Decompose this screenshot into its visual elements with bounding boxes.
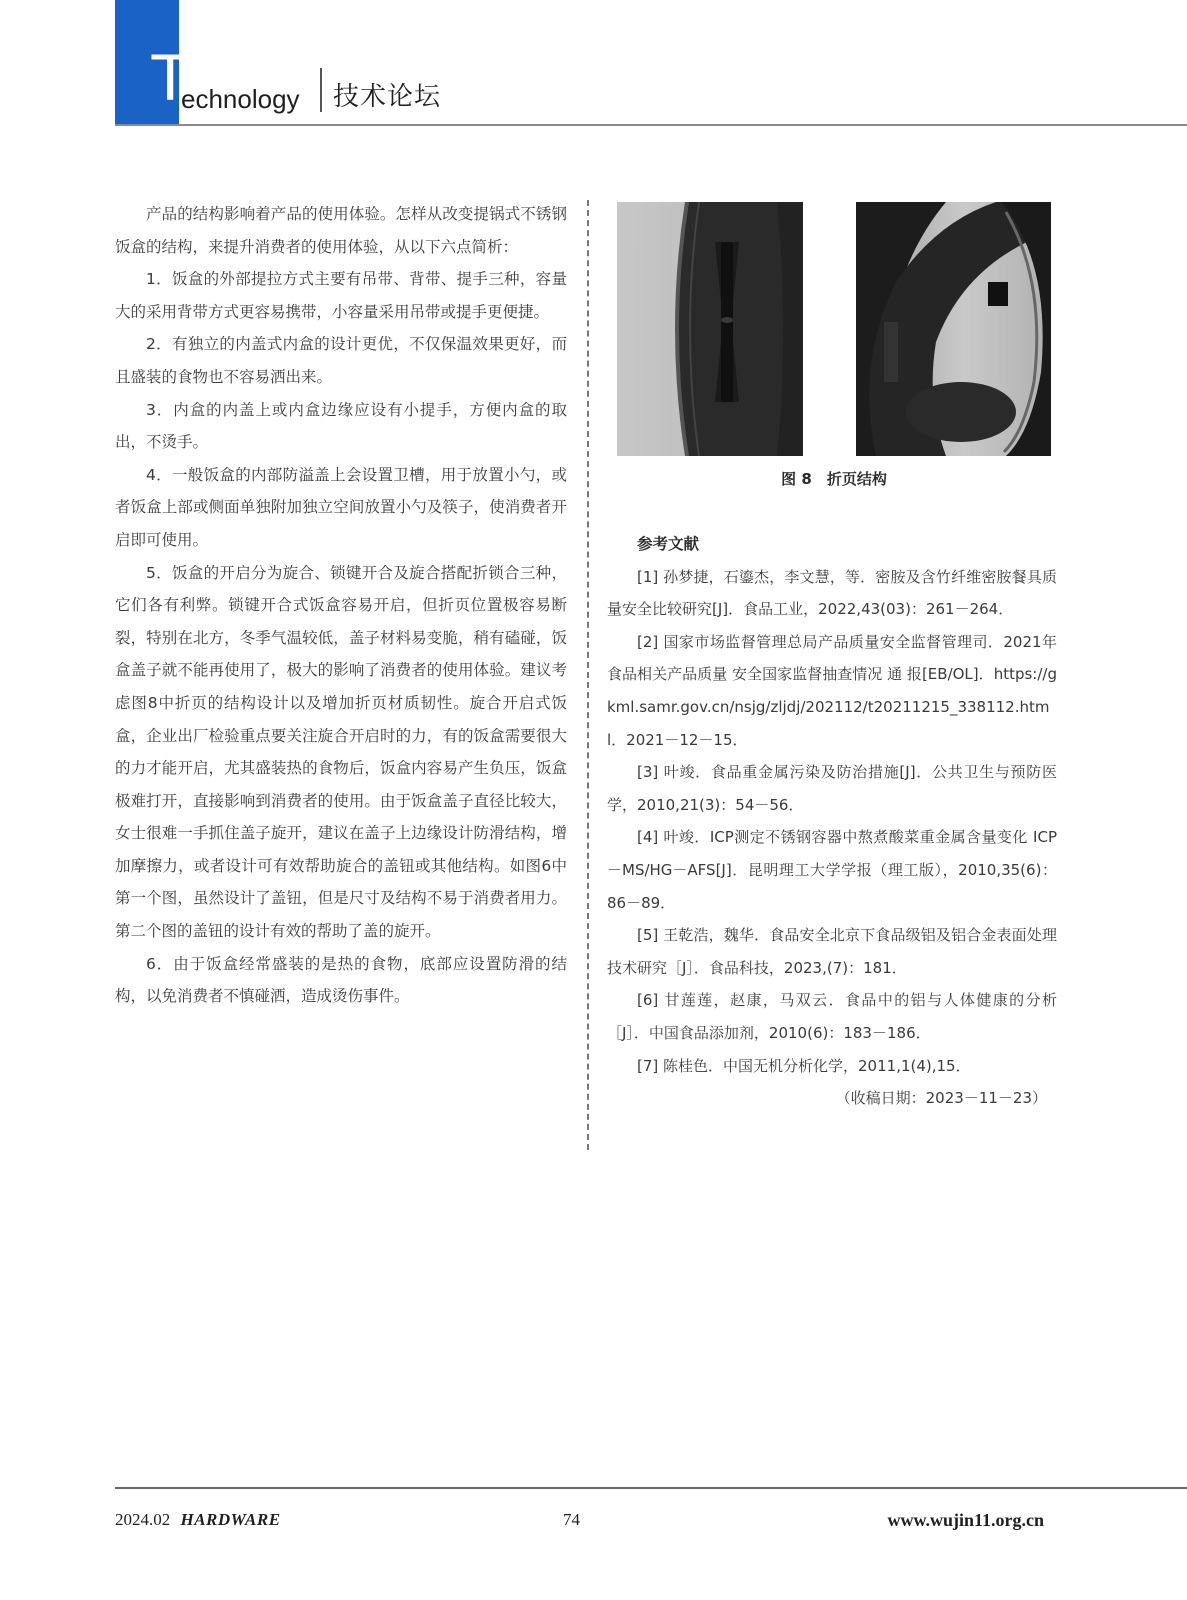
reference-item: [4] 叶竣．ICP测定不锈钢容器中熬煮酸菜重金属含量变化 ICP－MS/HG－AFS[J]．昆明理工大学学报（理工版），2010,35(6)：86－89． [607,828,1057,912]
hinge-photo-open [856,202,1051,456]
reference-item: [3] 叶竣．食品重金属污染及防治措施[J]．公共卫生与预防医学，2010,21(3)：54－56． [607,763,1057,814]
received-date: （收稿日期：2023－11－23） [835,1089,1047,1108]
references-section [607,528,1057,1115]
reference-item: [6] 甘莲莲，赵康，马双云．食品中的铝与人体健康的分析［J］．中国食品添加剂，2010(6)：183－186． [607,991,1057,1042]
body-paragraph: 4．一般饭盒的内部防溢盖上会设置卫槽，用于放置小勺，或者饭盒上部或侧面单独附加独立空间放置小勺及筷子，使消费者开启即可使用。 [115,465,567,549]
header-separator [320,68,322,112]
body-paragraph: 2．有独立的内盖式内盒的设计更优，不仅保温效果更好，而且盛装的食物也不容易洒出来。 [115,335,567,386]
body-paragraph: 6．由于饭盒经常盛装的是热的食物，底部应设置防滑的结构，以免消费者不慎碰洒，造成烫伤事件。 [115,954,567,1006]
references-title: 参考文献 [637,535,700,553]
reference-item: [5] 王乾浩，魏华．食品安全北京下食品级铝及铝合金表面处理技术研究［J］．食品科技，2023,(7)：181． [607,926,1057,977]
figure-8 [617,202,1051,456]
header-initial: T [150,40,191,114]
figure-caption: 图 8 折页结构 [781,470,887,488]
footer-issue-date: 2024.02 [115,1510,171,1529]
hinge-photo-closed [617,202,803,456]
header-section-cn: 技术论坛 [333,82,442,112]
footer-issue [115,1510,281,1530]
footer-website: www.wujin11.org.cn [887,1510,1044,1530]
footer-rule [115,1487,1187,1489]
body-column-left [115,198,567,1013]
header-section-en: echnology [181,84,300,114]
column-divider [587,200,589,1150]
body-paragraph: 1．饭盒的外部提拉方式主要有吊带、背带、提手三种，容量大的采用背带方式更容易携带，小容量采用吊带或提手更便捷。 [115,270,567,321]
reference-item: [1] 孙梦捷，石鎏杰，李文慧，等．密胺及含竹纤维密胺餐具质量安全比较研究[J]．食品工业，2022,43(03)：261－264． [607,567,1057,619]
page-number: 74 [563,1510,580,1529]
footer-magazine-name: HARDWARE [180,1510,281,1529]
body-paragraph: 5．饭盒的开启分为旋合、锁键开合及旋合搭配折锁合三种，它们各有利弊。锁键开合式饭盒容易开启，但折页位置极容易断裂，特别在北方，冬季气温较低，盖子材料易变脆，稍有磕碰，饭盒盖子就不能再使用了，极大的影响了消费者的使用体验。建议考虑图8中折页的结构设计以及增加折页材质韧性。旋合开启式饭盒，企业出厂检验重点要关注旋合开启时的力，有的饭盒需要很大的力才能开启，尤其盛装热的食物后，饭盒内容易产生负压，饭盒极难打开，直接影响到消费者的使用。由于饭盒盖子直径比较大，女士很难一手抓住盖子旋开，建议在盖子上边缘设计防滑结构，增加摩擦力，或者设计可有效帮助旋合的盖钮或其他结构。如图6中第一个图，虽然设计了盖钮，但是尺寸及结构不易于消费者用力。第二个图的盖钮的设计有效的帮助了盖的旋开。 [115,563,567,941]
body-paragraph: 产品的结构影响着产品的使用体验。怎样从改变提锅式不锈钢饭盒的结构，来提升消费者的使用体验，从以下六点简析： [115,205,567,256]
header-rule [115,124,1187,126]
body-paragraph: 3．内盒的内盖上或内盒边缘应设有小提手，方便内盒的取出，不烫手。 [115,400,567,452]
reference-item: [7] 陈桂色．中国无机分析化学，2011,1(4),15． [637,1056,971,1075]
reference-item: [2] 国家市场监督管理总局产品质量安全监督管理司．2021年食品相关产品质量 安全国家监督抽查情况 通 报[EB/OL]．https://gkml.samr.gov.cn/nsjg/zljdj/202112/t20211215_338112.html．2021－12－15． [607,632,1057,749]
